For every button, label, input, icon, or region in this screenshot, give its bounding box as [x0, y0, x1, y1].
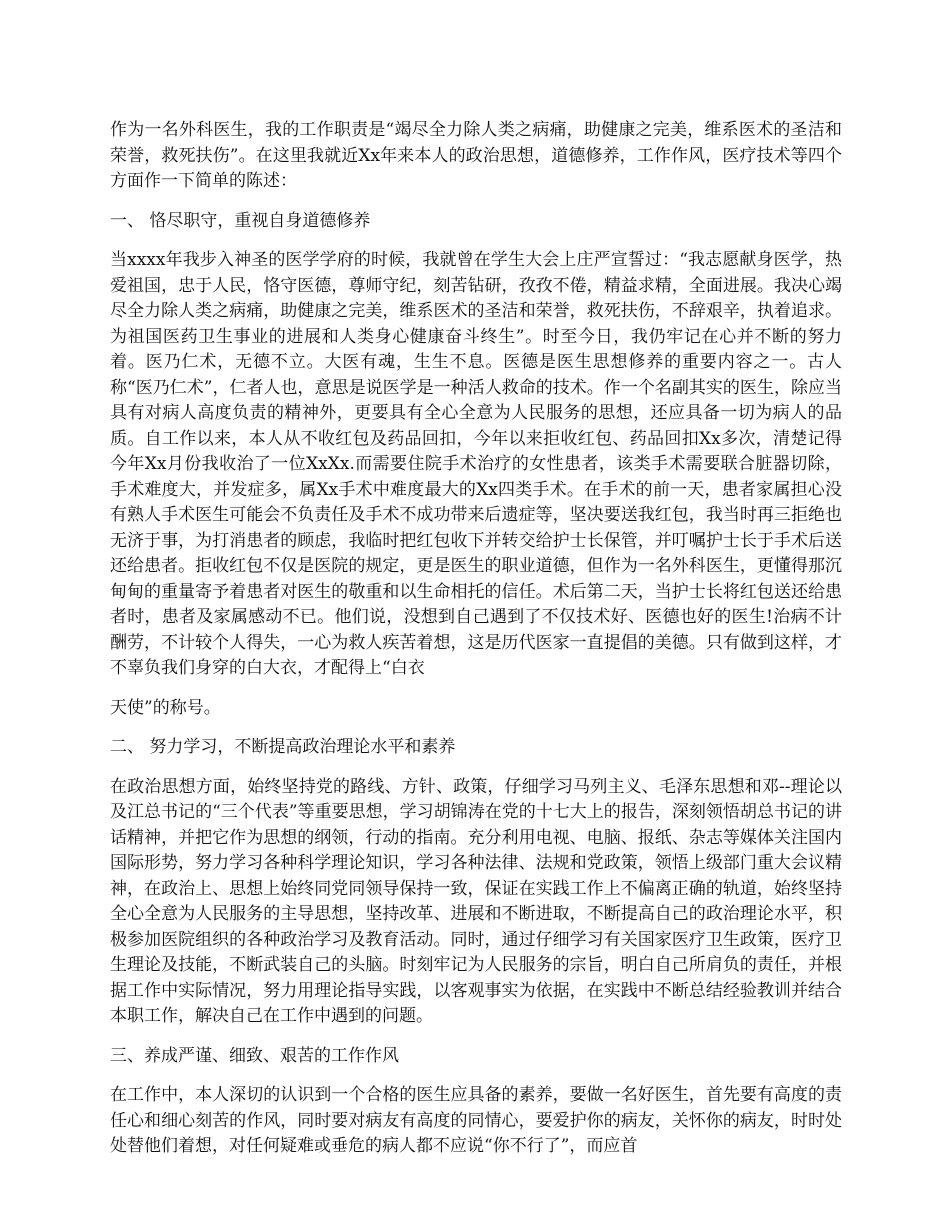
section-2-heading: 二、 努力学习，不断提高政治理论水平和素养: [110, 737, 456, 757]
section-3-heading: 三、养成严谨、细致、艰苦的工作作风: [110, 1045, 399, 1066]
section-3-paragraph: 在工作中，本人深切的认识到一个合格的医生应具备的素养，要做一名好医生，首先要有高度的责任心和细心刻苦的作风，同时要对病友有高度的同情心，要爱护你的病友，关怀你的病友，时时处处替他们着想，对任何疑难或垂危的病人都不应说“你不行了”，而应首: [110, 1085, 842, 1156]
section-1-heading: 一、 恪尽职守，重视自身道德修养: [110, 210, 371, 231]
intro-paragraph: 作为一名外科医生，我的工作职责是“竭尽全力除人类之病痛，助健康之完美，维系医术的圣洁和荣誉，救死扶伤”。在这里我就近Xx年来本人的政治思想，道德修养，工作作风，医疗技术等四个方面作一下简单的陈述：: [110, 120, 842, 191]
section-1-paragraph-continued: 天使”的称号。: [110, 697, 221, 718]
document-page: [110, 118, 842, 1174]
section-2-paragraph: 在政治思想方面，始终坚持党的路线、方针、政策，仔细学习马列主义、毛泽东思想和邓--理论以及江总书记的“三个代表”等重要思想，学习胡锦涛在党的十七大上的报告，深刻领悟胡总书记的讲话精神，并把它作为思想的纲领，行动的指南。充分利用电视、电脑、报纸、杂志等媒体关注国内国际形势，努力学习各种科学理论知识，学习各种法律、法规和党政策，领悟上级部门重大会议精神，在政治上、思想上始终同党同领导保持一致，保证在实践工作上不偏离正确的轨道，始终坚持全心全意为人民服务的主导思想，坚持改革、进展和不断进取，不断提高自己的政治理论水平，积极参加医院组织的各种政治学习及教育活动。同时，通过仔细学习有关国家医疗卫生政策，医疗卫生理论及技能，不断武装自己的头脑。时刻牢记为人民服务的宗旨，明白自己所肩负的责任，并根据工作中实际情况，努力用理论指导实践，以客观事实为依据，在实践中不断总结经验教训并结合本职工作，解决自己在工作中遇到的问题。: [110, 776, 842, 1026]
section-1-paragraph: 当xxxx年我步入神圣的医学学府的时候，我就曾在学生大会上庄严宣誓过：“我志愿献身医学，热爱祖国，忠于人民，恪守医德，尊师守纪，刻苦钻研，孜孜不倦，精益求精，全面进展。我决心竭尽全力除人类之病痛，助健康之完美，维系医术的圣洁和荣誉，救死扶伤，不辞艰辛，执着追求。为祖国医药卫生事业的进展和人类身心健康奋斗终生”。时至今日，我仍牢记在心并不断的努力着。医乃仁术，无德不立。大医有魂，生生不息。医德是医生思想修养的重要内容之一。古人称“医乃仁术”，仁者人也，意思是说医学是一种活人救命的技术。作一个名副其实的医生，除应当具有对病人高度负责的精神外，更要具有全心全意为人民服务的思想，还应具备一切为病人的品质。自工作以来，本人从不收红包及药品回扣，今年以来拒收红包、药品回扣Xx多次，清楚记得今年Xx月份我收治了一位XxXx.而需要住院手术治疗的女性患者，该类手术需要联合脏器切除，手术难度大，并发症多，属Xx手术中难度最大的Xx四类手术。在手术的前一天，患者家属担心没有熟人手术医生可能会不负责任及手术不成功带来后遗症等，坚决要送我红包，我当时再三拒绝也无济于事，为打消患者的顾虑，我临时把红包收下并转交给护士长保管，并叮嘱护士长于手术后送还给患者。拒收红包不仅是医院的规定，更是医生的职业道德，但作为一名外科医生，更懂得那沉甸甸的重量寄予着患者对医生的敬重和以生命相托的信任。术后第二天，当护士长将红包送还给患者时，患者及家属感动不已。他们说，没想到自己遇到了不仅技术好、医德也好的医生!治病不计酬劳，不计较个人得失，一心为救人疾苦着想，这是历代医家一直提倡的美德。只有做到这样，才不辜负我们身穿的白大衣，才配得上“白衣: [110, 250, 842, 678]
